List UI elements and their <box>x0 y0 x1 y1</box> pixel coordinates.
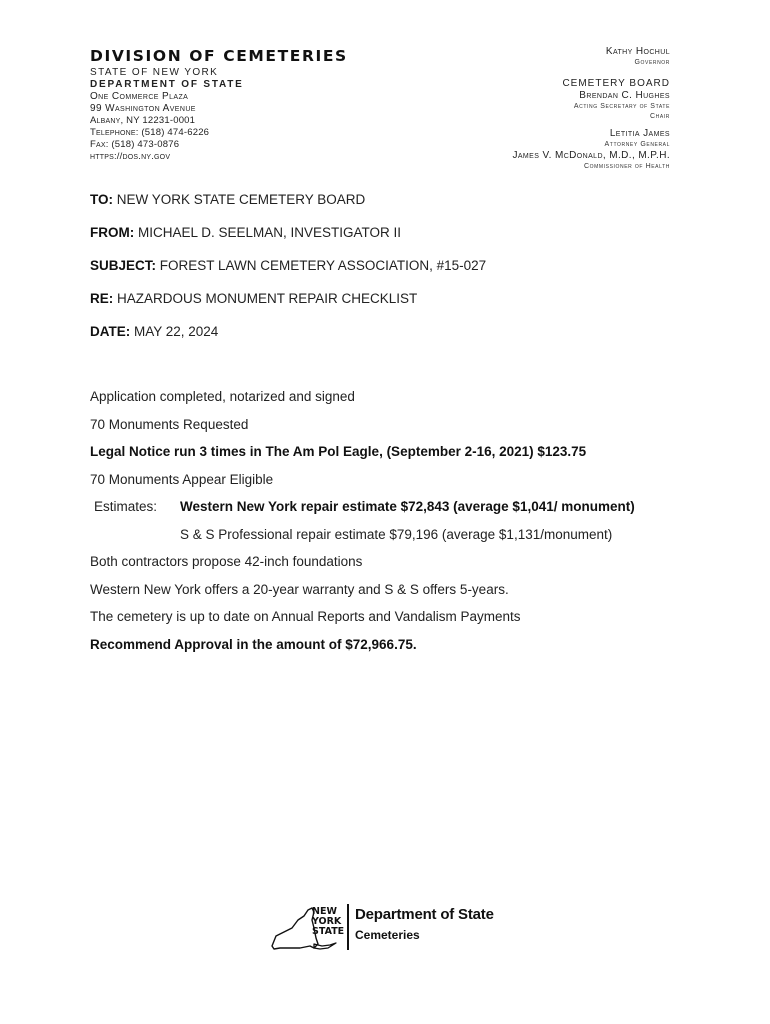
letterhead-right <box>370 46 670 172</box>
footer-logo <box>270 902 510 954</box>
estimate-western-ny: Western New York repair estimate $72,843 (average $1,041/ monument) <box>180 499 635 514</box>
state-line: STATE OF NEW YORK <box>90 67 219 78</box>
fax-line: Fax: (518) 473-0876 <box>90 139 180 150</box>
memo-from <box>90 223 690 256</box>
estimates-row <box>90 496 690 524</box>
health-commissioner-title: Commissioner of Health <box>583 163 670 170</box>
from-value: MICHAEL D. SEELMAN, INVESTIGATOR II <box>134 225 402 240</box>
warranty-line: Western New York offers a 20-year warranty and S & S offers 5-years. <box>90 581 509 597</box>
memo-to <box>90 190 690 223</box>
estimate-s-and-s: S & S Professional repair estimate $79,196 (average $1,131/monument) <box>180 526 613 542</box>
subject-value: FOREST LAWN CEMETERY ASSOCIATION, #15-027 <box>156 258 487 273</box>
chair-title-2: Chair <box>649 113 670 120</box>
board-heading: CEMETERY BOARD <box>562 78 670 89</box>
memo-header <box>90 190 690 355</box>
annual-reports-line: The cemetery is up to date on Annual Reports and Vandalism Payments <box>90 609 521 624</box>
letterhead-left <box>90 46 410 163</box>
memo-body <box>90 386 690 661</box>
attorney-general-title: Attorney General <box>604 141 670 148</box>
governor-name: Kathy Hochul <box>605 46 670 57</box>
monuments-eligible-line: 70 Monuments Appear Eligible <box>90 471 274 487</box>
re-label: RE: <box>90 291 114 306</box>
memo-re <box>90 289 690 322</box>
wordmark-line-new: NEW <box>312 906 337 917</box>
city-line: Albany, NY 12231-0001 <box>90 115 196 126</box>
address-line-1: One Commerce Plaza <box>90 91 189 102</box>
chair-name: Brendan C. Hughes <box>579 90 670 101</box>
memo-subject <box>90 256 690 289</box>
division-name: Cemeteries <box>355 928 420 942</box>
department-name: Department of State <box>355 906 494 923</box>
estimates-label: Estimates: <box>94 499 158 514</box>
chair-title-1: Acting Secretary of State <box>573 103 670 110</box>
address-line-2: 99 Washington Avenue <box>90 103 196 114</box>
logo-divider <box>347 904 349 950</box>
governor-title: Governor <box>634 59 670 66</box>
date-label: DATE: <box>90 324 131 339</box>
subject-label: SUBJECT: <box>90 258 157 273</box>
re-value: HAZARDOUS MONUMENT REPAIR CHECKLIST <box>113 291 418 306</box>
department-line: DEPARTMENT OF STATE <box>90 79 244 90</box>
application-line: Application completed, notarized and signed <box>90 389 355 404</box>
telephone-line: Telephone: (518) 474-6226 <box>90 127 210 138</box>
attorney-general-name: Letitia James <box>609 128 670 139</box>
health-commissioner-name: James V. McDonald, M.D., M.P.H. <box>512 150 670 161</box>
to-label: TO: <box>90 192 113 207</box>
ny-state-wordmark <box>312 907 344 937</box>
foundations-line: Both contractors propose 42-inch foundations <box>90 554 363 569</box>
date-value: MAY 22, 2024 <box>130 324 219 339</box>
from-label: FROM: <box>90 225 135 240</box>
wordmark-line-state: STATE <box>312 926 345 937</box>
website-line: https://dos.ny.gov <box>90 151 171 162</box>
memo-date <box>90 322 690 355</box>
wordmark-line-york: YORK <box>312 916 342 927</box>
division-title: DIVISION OF CEMETERIES <box>90 47 348 65</box>
recommendation-line: Recommend Approval in the amount of $72,966.75. <box>90 636 417 652</box>
legal-notice-line: Legal Notice run 3 times in The Am Pol Eagle, (September 2-16, 2021) $123.75 <box>90 444 587 459</box>
to-value: NEW YORK STATE CEMETERY BOARD <box>113 192 366 207</box>
monuments-requested-line: 70 Monuments Requested <box>90 416 249 432</box>
